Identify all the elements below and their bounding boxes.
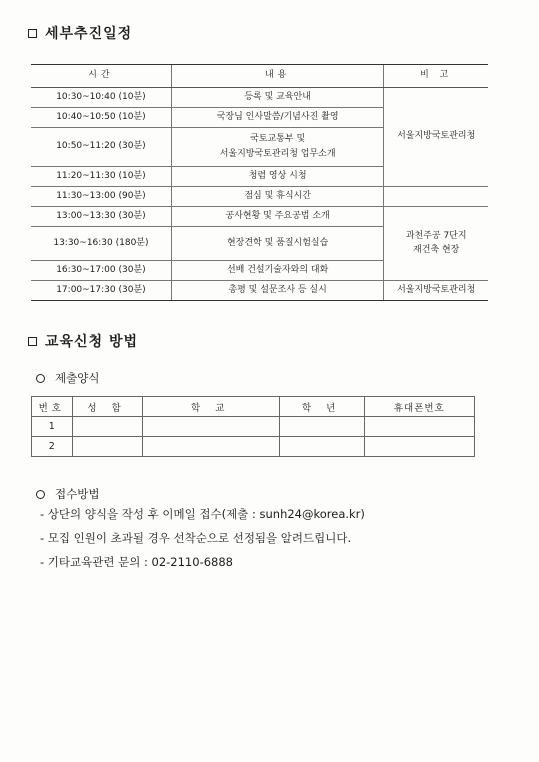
form-heading [36, 370, 99, 386]
form-cell-phone [364, 417, 474, 437]
time-cell: 10:40~10:50 (10분) [31, 108, 171, 128]
note-cell: 서울지방국토관리청 [384, 88, 488, 187]
table-row [31, 281, 488, 301]
table-row [31, 207, 488, 227]
note-cell: 서울지방국토관리청 [384, 281, 488, 301]
section-title: 교육신청 방법 [45, 334, 139, 350]
note-line-inquiry: - 기타교육관련 문의 : 02-2110-6888 [40, 555, 233, 569]
form-header-number: 번호 [32, 397, 73, 417]
time-cell: 16:30~17:00 (30분) [31, 261, 171, 281]
content-cell [171, 128, 384, 167]
form-cell-grade [279, 417, 364, 437]
time-cell: 10:30~10:40 (10분) [31, 88, 171, 108]
form-header-phone: 휴대폰번호 [364, 397, 474, 417]
time-cell: 11:30~13:00 (90분) [31, 187, 171, 207]
form-heading-label: 제출양식 [55, 371, 100, 385]
note-line: 재건축 현장 [413, 245, 460, 255]
form-cell-school [142, 417, 279, 437]
note-line-email: - 상단의 양식을 작성 후 이메일 접수(제출 : sunh24@korea.kr) [40, 507, 365, 521]
form-cell-phone [364, 437, 474, 457]
content-line: 서울지방국토관리청 업무소개 [219, 149, 336, 159]
section-heading-schedule [28, 23, 132, 43]
content-cell: 점심 및 휴식시간 [171, 187, 384, 207]
time-cell: 13:00~13:30 (30분) [31, 207, 171, 227]
form-cell-name [72, 437, 142, 457]
note-cell-site [384, 207, 488, 281]
time-cell: 17:00~17:30 (30분) [31, 281, 171, 301]
time-cell: 13:30~16:30 (180분) [31, 227, 171, 261]
content-cell: 선배 건설기술자와의 대화 [171, 261, 384, 281]
form-header-name: 성 함 [72, 397, 142, 417]
content-cell: 현장견학 및 품질시험실습 [171, 227, 384, 261]
form-cell-school [142, 437, 279, 457]
submission-heading [36, 486, 99, 502]
note-line: 과천주공 7단지 [405, 230, 467, 241]
section-title: 세부추진일정 [45, 26, 133, 42]
content-cell: 국장님 인사말씀/기념사진 촬영 [171, 108, 384, 128]
schedule-header-row [31, 65, 488, 88]
table-row [31, 187, 488, 207]
header-note: 비 고 [384, 65, 488, 88]
form-row [32, 417, 475, 437]
content-line: 국토교통부 및 [250, 133, 306, 144]
circle-bullet-icon [36, 490, 45, 499]
square-bullet-icon [28, 337, 37, 346]
time-cell: 10:50~11:20 (30분) [31, 128, 171, 167]
form-row-number: 2 [32, 437, 73, 457]
header-time: 시간 [31, 65, 171, 88]
application-form-table [31, 396, 475, 457]
form-header-grade: 학 년 [279, 397, 364, 417]
form-header-school: 학 교 [142, 397, 279, 417]
note-line-first-come: - 모집 인원이 초과될 경우 선착순으로 선정됨을 알려드립니다. [40, 531, 352, 545]
form-cell-name [72, 417, 142, 437]
form-row [32, 437, 475, 457]
content-cell: 청렴 영상 시청 [171, 167, 384, 187]
note-cell-empty [384, 187, 488, 207]
form-row-number: 1 [32, 417, 73, 437]
form-cell-grade [279, 437, 364, 457]
content-cell: 총평 및 설문조사 등 실시 [171, 281, 384, 301]
form-header-row [32, 397, 475, 417]
time-cell: 11:20~11:30 (10분) [31, 167, 171, 187]
circle-bullet-icon [36, 374, 45, 383]
table-row [31, 88, 488, 108]
content-cell: 등록 및 교육안내 [171, 88, 384, 108]
content-cell: 공사현황 및 주요공법 소개 [171, 207, 384, 227]
schedule-table [31, 64, 488, 301]
submission-heading-label: 접수방법 [55, 487, 100, 501]
header-content: 내용 [171, 65, 384, 88]
submission-notes [40, 502, 365, 574]
square-bullet-icon [28, 29, 37, 38]
section-heading-application [28, 331, 138, 351]
